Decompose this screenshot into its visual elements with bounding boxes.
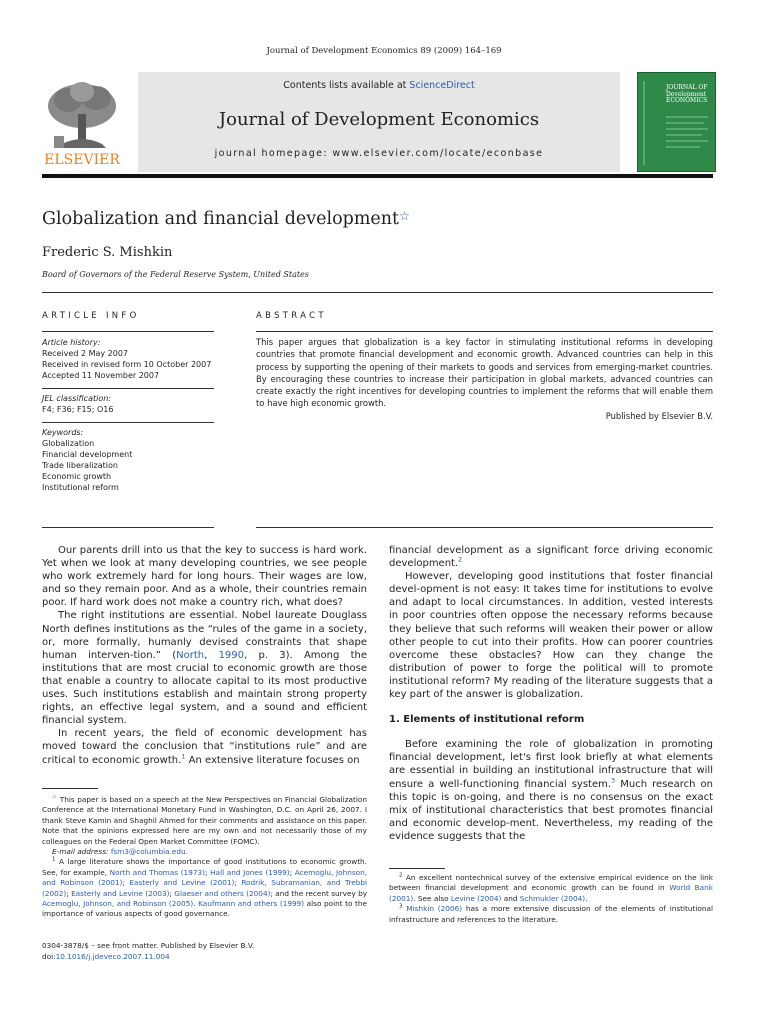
jel-classification: [42, 393, 214, 415]
text-run: Before examining the role of globalization in promoting financial development, let's first look briefly at what elements are essential in building an institutional infrastructure that will ensure a well-functioning financial system.: [389, 739, 713, 790]
text-run: .: [585, 893, 588, 903]
text-run: An excellent nontechnical survey of the extensive empirical evidence on the link between financial development and economic growth can be found in: [389, 873, 713, 893]
article-title-text: Globalization and financial development: [42, 209, 400, 229]
article-info-heading: ARTICLE INFO: [42, 311, 140, 321]
author-affiliation: Board of Governors of the Federal Reserve System, United States: [42, 270, 309, 279]
issn-line: 0304-3878/$ – see front matter. Published by Elsevier B.V.: [42, 941, 255, 950]
article-history: [42, 337, 214, 381]
cover-title: JOURNAL OF Development ECONOMICS: [666, 84, 708, 104]
footnote-rule: [389, 868, 445, 869]
body-left-column: [42, 544, 367, 767]
footnote-mark: 1: [52, 857, 56, 864]
text-run: and: [501, 893, 520, 903]
footnote-mark: 3: [399, 903, 403, 910]
citation-link[interactable]: Easterly and Levine (2003): [71, 888, 170, 898]
title-footnote-star-icon[interactable]: ☆: [399, 209, 410, 223]
keyword: Trade liberalization: [42, 461, 118, 470]
text-run: also point to the importance of various aspects of good governance.: [42, 899, 368, 919]
abstract-heading: ABSTRACT: [256, 311, 327, 321]
doi-line: [42, 952, 254, 963]
doi-link[interactable]: 10.1016/j.jdeveco.2007.11.004: [55, 951, 170, 961]
contents-prefix: Contents lists available at: [283, 80, 410, 91]
text-run: , p. 3). Among the institutions that are most crucial to economic growth are those that enable a country to allocate capital to its most productive uses. Such institutions establish and maintain strong property rights, an effective legal system, and a sound and efficient financial system.: [42, 649, 367, 727]
keyword: Globalization: [42, 439, 95, 448]
abstract-text: This paper argues that globalization is a key factor in stimulating institutional reforms in developing countries that promote financial development and economic growth. Advanced countries can help in this process by supporting the opening of their markets to goods and services from emerging-market countries. By encouraging these countries to increase their participation in global markets, advanced countries can create exactly the right incentives for developing countries to implement the reforms that will enable them to have high economic growth.: [256, 337, 713, 409]
history-item: Received 2 May 2007: [42, 349, 129, 358]
keyword: Institutional reform: [42, 483, 119, 492]
jel-codes: F4; F36; F15; O16: [42, 405, 114, 414]
citation-link[interactable]: Easterly and Levine (2001): [129, 878, 235, 888]
citation-link[interactable]: Rodrik, Subramanian, and Trebbi (2002): [42, 878, 367, 898]
elsevier-logo: [42, 78, 122, 166]
citation-link[interactable]: Glaeser and others (2004): [174, 888, 271, 898]
section-heading: 1. Elements of institutional reform: [389, 714, 585, 726]
text-run: . See also: [413, 893, 451, 903]
text-run: A large literature shows the importance of good institutions to economic growth. See, for example,: [42, 857, 367, 877]
footnote-rule: [42, 788, 98, 789]
paragraph: [42, 609, 367, 727]
text-run: .: [193, 899, 199, 909]
text-run: financial development as a significant force driving economic development.: [389, 545, 713, 570]
text-run: ;: [204, 867, 211, 877]
email-label: E-mail address:: [52, 847, 109, 857]
abstract-rule: [256, 331, 713, 332]
citation-link[interactable]: North and Thomas (1973): [109, 867, 205, 877]
citation-link[interactable]: Acemoglu, Johnson, and Robinson (2001): [42, 867, 368, 888]
front-matter: [42, 941, 254, 962]
title-rule: [42, 292, 713, 293]
citation-link[interactable]: Schmukler (2004): [519, 893, 586, 903]
text-run: has a more extensive discussion of the elements of institutional infrastructure and references to the literature.: [389, 904, 714, 924]
info-bottom-rule: [42, 527, 214, 528]
header-rule: [42, 174, 713, 178]
footnote-star-icon[interactable]: ☆: [52, 794, 58, 801]
elsevier-wordmark: ELSEVIER: [44, 152, 120, 166]
text-run: .: [185, 847, 188, 857]
text-run: The right institutions are essential. Nobel laureate Douglass North defines institutions as the “rules of the game in a society, or, more formally, humanly devised constraints that shape human interven-tion.” (: [42, 610, 367, 661]
footnote-mark: 2: [399, 872, 403, 879]
citation-link[interactable]: Kaufmann and others (1999): [198, 899, 305, 909]
footnote: [42, 857, 367, 919]
text-run: ;: [66, 888, 72, 898]
journal-citation: Journal of Development Economics 89 (2009) 164–169: [266, 46, 502, 56]
paragraph: [389, 544, 713, 570]
info-rule: [42, 422, 214, 423]
journal-cover: [637, 72, 716, 172]
history-item: Received in revised form 10 October 2007: [42, 360, 212, 369]
citation-link[interactable]: Levine (2004): [450, 893, 502, 903]
text-run: This paper is based on a speech at the New Perspectives on Financial Globalization Conference at the International Monetary Fund in Washington, D.C. on April 26, 2007. I thank Steve Kamin and Shaghil Ahmed for their comments and assistance on this paper. Note that the opinions expressed here are my own and not necessarily those of my colleagues on the Federal Open Market Committee (FOMC).: [42, 795, 367, 846]
abstract-bottom-rule: [256, 527, 713, 528]
text-run: ,: [204, 649, 219, 661]
footnote-ref[interactable]: 1: [181, 752, 186, 761]
citation-link[interactable]: Mishkin (2006): [406, 904, 463, 914]
text-run: ;: [122, 878, 130, 888]
citation-link[interactable]: Acemoglu, Johnson, and Robinson (2005): [42, 899, 194, 909]
keywords: [42, 427, 214, 493]
history-item: Accepted 11 November 2007: [42, 371, 160, 380]
sciencedirect-link[interactable]: ScienceDirect: [409, 80, 475, 91]
text-run: ;: [289, 867, 295, 877]
jel-label: JEL classification:: [42, 394, 111, 403]
text-run: Much research on this topic is on-going, and there is no consensus on the exact mix of institutional characteristics that best promotes financial and economic develop-ment. Nevertheless, my reading of the evidence suggests that the: [389, 778, 713, 842]
history-label: Article history:: [42, 338, 101, 347]
journal-title: Journal of Development Economics: [218, 109, 540, 130]
keyword: Financial development: [42, 450, 133, 459]
email-link[interactable]: fsm3@columbia.edu: [110, 847, 186, 857]
author-name: Frederic S. Mishkin: [42, 245, 173, 260]
paragraph: However, developing good institutions that foster financial devel-opment is not easy: It takes time for institutions to evolve and adapt to local circumstances. In addition, vested interests in poor countries often oppose the necessary reforms because they believe that such reforms will weaken their power or allow other people to cut into their profits. How can poorer countries overcome these obstacles? How can they change the distribution of power to forge the political will to promote institutional reform? My reading of the literature suggests that a key part of the answer is globalization.: [389, 571, 713, 701]
text-run: In recent years, the field of economic development has moved toward the conclusion that “institutions rule” and are critical to economic growth.: [42, 728, 367, 766]
citation-link[interactable]: Hall and Jones (1999): [210, 867, 290, 877]
footnote-ref[interactable]: 3: [611, 776, 616, 785]
text-run: ;: [234, 878, 242, 888]
info-rule: [42, 388, 214, 389]
text-run: ;: [169, 888, 175, 898]
text-run: An extensive literature focuses on: [185, 754, 360, 766]
keywords-label: Keywords:: [42, 428, 84, 437]
footnotes-left: [42, 795, 367, 920]
citation-link[interactable]: World Bank (2001): [389, 883, 713, 903]
footnote: [389, 873, 713, 904]
footnote-ref[interactable]: 2: [458, 555, 463, 564]
footnote: [42, 795, 367, 847]
journal-homepage[interactable]: journal homepage: www.elsevier.com/locate/econbase: [214, 148, 544, 159]
paragraph: [389, 738, 713, 843]
footnotes-right: [389, 873, 713, 925]
footnote: [389, 904, 713, 925]
body-right-column: [389, 544, 713, 843]
paragraph: [42, 727, 367, 766]
contents-line: [138, 80, 620, 91]
info-rule: [42, 331, 214, 332]
citation-link[interactable]: 1990: [218, 649, 245, 661]
text-run: ; and the recent survey by: [270, 888, 368, 898]
article-title: [42, 209, 410, 229]
keyword: Economic growth: [42, 472, 112, 481]
paragraph: Our parents drill into us that the key to success is hard work. Yet when we look at many developing countries, we see people who work extremely hard for long hours. Their wages are low, and so they remain poor. And as a whole, their countries remain poor. If hard work does not make a country rich, what does?: [42, 545, 367, 609]
footnote: [42, 847, 367, 857]
abstract-publisher: Published by Elsevier B.V.: [605, 411, 713, 421]
doi-label: doi:: [42, 951, 56, 961]
citation-link[interactable]: North: [176, 649, 205, 661]
